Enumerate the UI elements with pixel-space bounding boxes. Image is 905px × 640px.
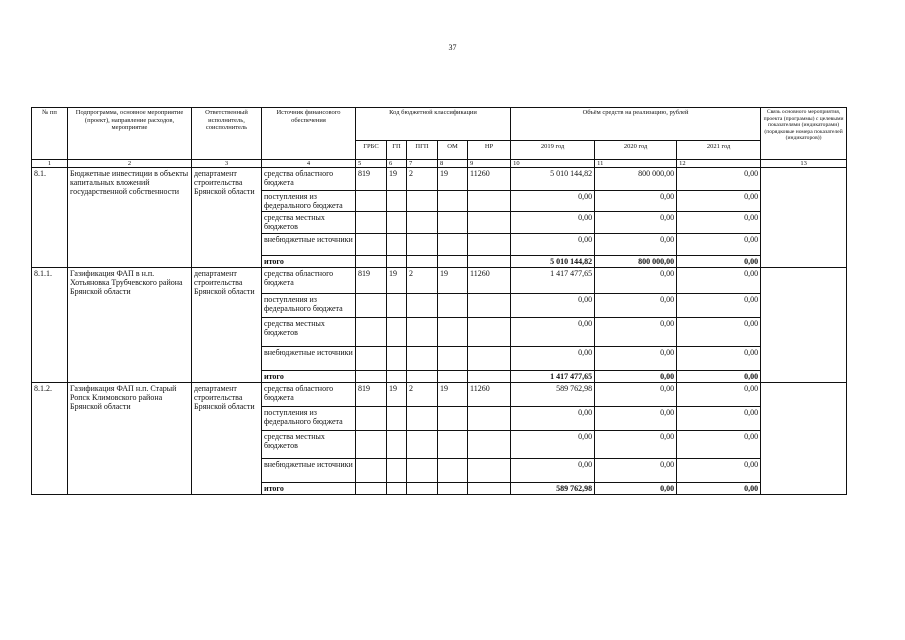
- amount-2020: 0,00: [595, 407, 677, 431]
- amount-2020: 0,00: [595, 459, 677, 483]
- amount-2020: 0,00: [595, 234, 677, 256]
- section-responsible: департамент строительства Брянской области: [192, 268, 262, 383]
- section-name: Газификация ФАП н.п. Старый Ропск Климовского района Брянской области: [68, 383, 192, 495]
- amount-2020: 0,00: [595, 347, 677, 371]
- amount-2021: 0,00: [677, 168, 761, 191]
- amount-2021: 0,00: [677, 212, 761, 234]
- source-cell: средства местных бюджетов: [262, 318, 356, 347]
- code-om: 19: [438, 383, 468, 407]
- links-cell: [761, 168, 847, 268]
- total-label: итого: [262, 483, 356, 495]
- amount-2019: 0,00: [511, 234, 595, 256]
- budget-table: [31, 107, 847, 495]
- header-nr: НР: [468, 141, 511, 160]
- table-row: [32, 168, 847, 191]
- amount-2020: 0,00: [595, 431, 677, 459]
- amount-2019: 0,00: [511, 318, 595, 347]
- section-responsible: департамент строительства Брянской области: [192, 168, 262, 268]
- column-number: 11: [595, 160, 677, 168]
- total-2021: 0,00: [677, 371, 761, 383]
- source-cell: средства областного бюджета: [262, 383, 356, 407]
- column-number: 8: [438, 160, 468, 168]
- column-number: 2: [68, 160, 192, 168]
- total-2020: 0,00: [595, 483, 677, 495]
- code-gp: 19: [387, 268, 407, 294]
- total-label: итого: [262, 256, 356, 268]
- amount-2021: 0,00: [677, 294, 761, 318]
- code-grbs: 819: [356, 168, 387, 191]
- source-cell: средства областного бюджета: [262, 268, 356, 294]
- total-2020: 0,00: [595, 371, 677, 383]
- amount-2021: 0,00: [677, 234, 761, 256]
- header-year-2020: 2020 год: [595, 141, 677, 160]
- code-nr: 11260: [468, 168, 511, 191]
- header-code-group: Код бюджетной классификации: [356, 108, 511, 141]
- code-gp: 19: [387, 383, 407, 407]
- section-num: 8.1.1.: [32, 268, 68, 383]
- amount-2019: 5 010 144,82: [511, 168, 595, 191]
- total-2019: 5 010 144,82: [511, 256, 595, 268]
- amount-2019: 0,00: [511, 294, 595, 318]
- source-cell: поступления из федерального бюджета: [262, 191, 356, 212]
- source-cell: внебюджетные источники: [262, 234, 356, 256]
- column-number: 5: [356, 160, 387, 168]
- code-pgp: 2: [407, 383, 438, 407]
- links-cell: [761, 268, 847, 383]
- code-grbs: 819: [356, 268, 387, 294]
- page-number: 37: [448, 43, 457, 52]
- section-8-1-1: [32, 268, 847, 383]
- column-number: 12: [677, 160, 761, 168]
- header-grbs: ГРБС: [356, 141, 387, 160]
- column-number: 4: [262, 160, 356, 168]
- header-pgp: ПГП: [407, 141, 438, 160]
- source-cell: поступления из федерального бюджета: [262, 407, 356, 431]
- code-om: 19: [438, 168, 468, 191]
- amount-2021: 0,00: [677, 268, 761, 294]
- header-num: № пп: [32, 108, 68, 160]
- code-pgp: 2: [407, 168, 438, 191]
- header-om: ОМ: [438, 141, 468, 160]
- header-year-2021: 2021 год: [677, 141, 761, 160]
- amount-2021: 0,00: [677, 347, 761, 371]
- column-number: 3: [192, 160, 262, 168]
- header-program: Подпрограмма, основное мероприятие (проект), направление расходов, мероприятие: [68, 108, 192, 160]
- total-2021: 0,00: [677, 256, 761, 268]
- column-numbers-row: [32, 160, 847, 168]
- header-volume-group: Объём средств на реализацию, рублей: [511, 108, 761, 141]
- amount-2019: 0,00: [511, 191, 595, 212]
- amount-2019: 0,00: [511, 407, 595, 431]
- amount-2019: 589 762,98: [511, 383, 595, 407]
- section-name: Бюджетные инвестиции в объекты капитальных вложений государственной собственности: [68, 168, 192, 268]
- source-cell: средства местных бюджетов: [262, 431, 356, 459]
- amount-2021: 0,00: [677, 431, 761, 459]
- amount-2021: 0,00: [677, 459, 761, 483]
- section-responsible: департамент строительства Брянской области: [192, 383, 262, 495]
- section-num: 8.1.2.: [32, 383, 68, 495]
- code-pgp: 2: [407, 268, 438, 294]
- source-cell: внебюджетные источники: [262, 459, 356, 483]
- amount-2019: 0,00: [511, 347, 595, 371]
- column-number: 7: [407, 160, 438, 168]
- source-cell: внебюджетные источники: [262, 347, 356, 371]
- total-2020: 800 000,00: [595, 256, 677, 268]
- amount-2019: 0,00: [511, 431, 595, 459]
- source-cell: средства местных бюджетов: [262, 212, 356, 234]
- amount-2019: 1 417 477,65: [511, 268, 595, 294]
- total-2019: 589 762,98: [511, 483, 595, 495]
- column-number: 13: [761, 160, 847, 168]
- header-year-2019: 2019 год: [511, 141, 595, 160]
- total-2019: 1 417 477,65: [511, 371, 595, 383]
- code-nr: 11260: [468, 383, 511, 407]
- amount-2020: 800 000,00: [595, 168, 677, 191]
- column-number: 9: [468, 160, 511, 168]
- amount-2020: 0,00: [595, 268, 677, 294]
- amount-2019: 0,00: [511, 212, 595, 234]
- amount-2021: 0,00: [677, 407, 761, 431]
- amount-2021: 0,00: [677, 318, 761, 347]
- links-cell: [761, 383, 847, 495]
- column-number: 6: [387, 160, 407, 168]
- source-cell: поступления из федерального бюджета: [262, 294, 356, 318]
- amount-2020: 0,00: [595, 294, 677, 318]
- table-row: [32, 383, 847, 407]
- header-source: Источник финансового обеспечения: [262, 108, 356, 160]
- total-label: итого: [262, 371, 356, 383]
- amount-2020: 0,00: [595, 318, 677, 347]
- total-2021: 0,00: [677, 483, 761, 495]
- amount-2020: 0,00: [595, 383, 677, 407]
- amount-2020: 0,00: [595, 191, 677, 212]
- column-number: 1: [32, 160, 68, 168]
- code-nr: 11260: [468, 268, 511, 294]
- code-grbs: 819: [356, 383, 387, 407]
- column-number: 10: [511, 160, 595, 168]
- amount-2020: 0,00: [595, 212, 677, 234]
- section-num: 8.1.: [32, 168, 68, 268]
- amount-2021: 0,00: [677, 383, 761, 407]
- amount-2019: 0,00: [511, 459, 595, 483]
- section-8-1-2: [32, 383, 847, 495]
- header-gp: ГП: [387, 141, 407, 160]
- source-cell: средства областного бюджета: [262, 168, 356, 191]
- code-gp: 19: [387, 168, 407, 191]
- header-responsible: Ответственный исполнитель, соисполнитель: [192, 108, 262, 160]
- code-om: 19: [438, 268, 468, 294]
- header-links: Связь основного мероприятия, проекта (программы) с целевыми показателями (индикаторами) (порядковые номера показателей (индикаторов)): [761, 108, 847, 160]
- section-8-1: [32, 168, 847, 268]
- table-row: [32, 268, 847, 294]
- section-name: Газификация ФАП в н.п. Хотьяновка Трубчевского района Брянской области: [68, 268, 192, 383]
- amount-2021: 0,00: [677, 191, 761, 212]
